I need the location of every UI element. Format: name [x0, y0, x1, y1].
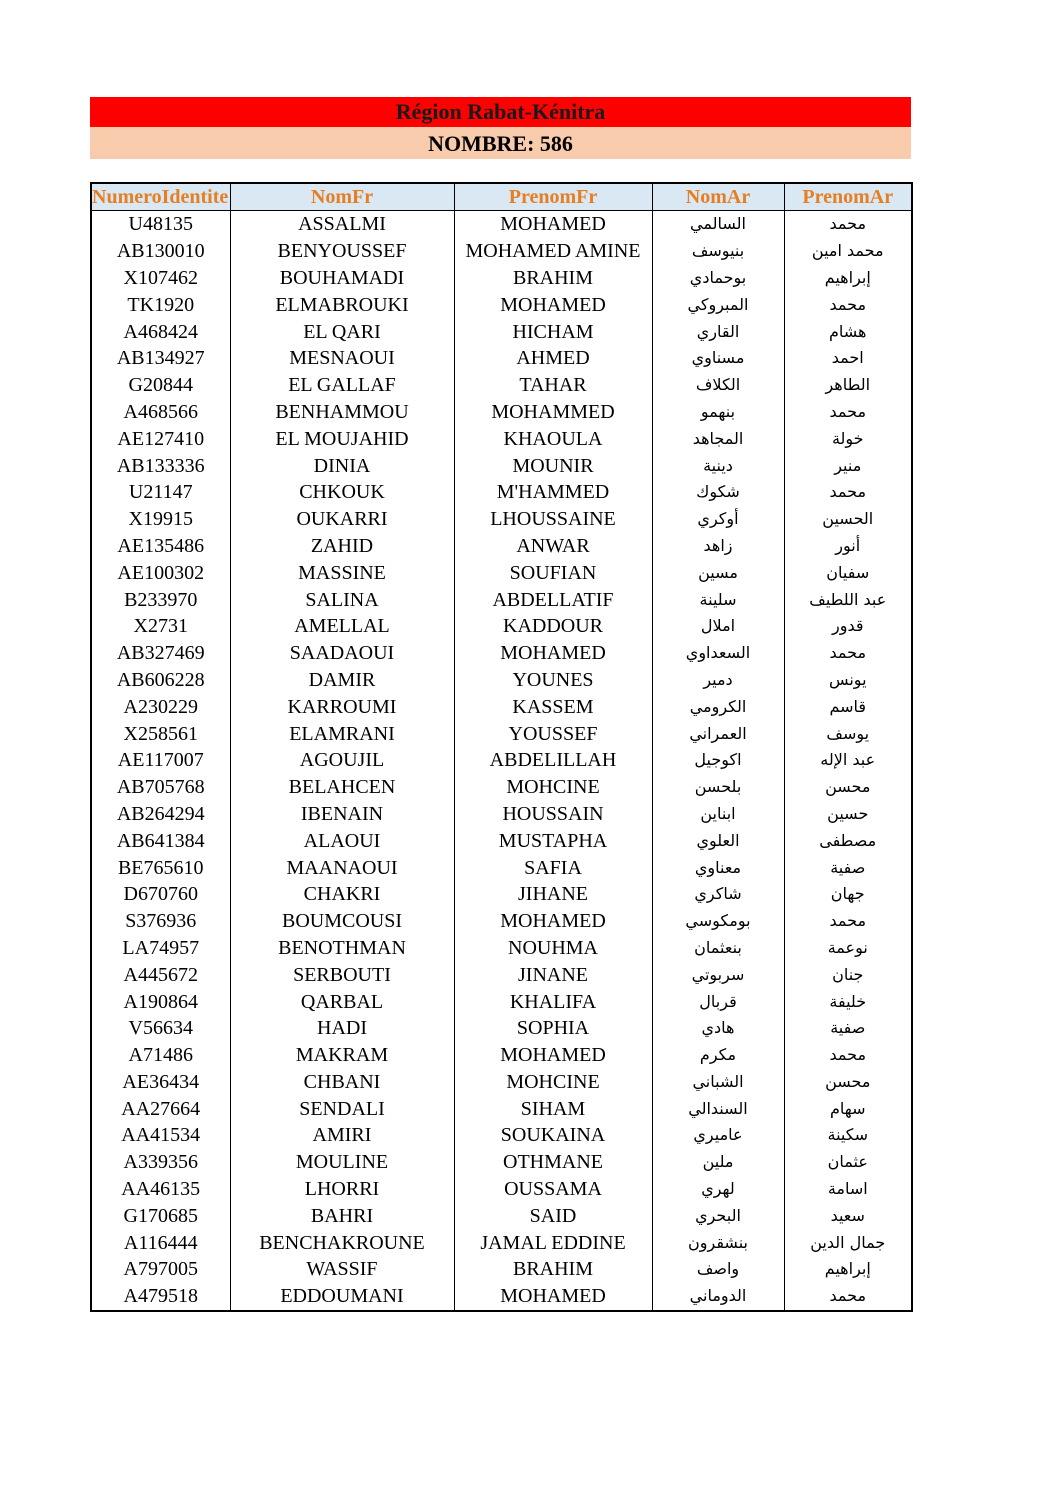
- cell-prenomfr: YOUSSEF: [454, 720, 652, 747]
- table-row: [91, 1283, 912, 1311]
- cell-prenomfr: M'HAMMED: [454, 479, 652, 506]
- cell-nomfr: OUKARRI: [230, 506, 454, 533]
- cell-prenomfr: JAMAL EDDINE: [454, 1229, 652, 1256]
- cell-prenomfr: MOHAMED AMINE: [454, 238, 652, 265]
- cell-nomar: هادي: [652, 1015, 784, 1042]
- cell-prenomar: محمد: [784, 291, 912, 318]
- table-row: [91, 935, 912, 962]
- cell-nomar: السندالي: [652, 1095, 784, 1122]
- cell-nomar: الدوماني: [652, 1283, 784, 1311]
- cell-prenomfr: YOUNES: [454, 667, 652, 694]
- cell-nomar: سلينة: [652, 586, 784, 613]
- cell-nomfr: MAKRAM: [230, 1042, 454, 1069]
- table-row: [91, 1149, 912, 1176]
- cell-nomfr: EL GALLAF: [230, 372, 454, 399]
- table-row: [91, 1069, 912, 1096]
- table-row: [91, 318, 912, 345]
- table-row: [91, 425, 912, 452]
- cell-nomfr: MASSINE: [230, 559, 454, 586]
- cell-nomfr: AGOUJIL: [230, 747, 454, 774]
- cell-numero-identite: AB705768: [91, 774, 230, 801]
- cell-nomar: البحري: [652, 1202, 784, 1229]
- cell-numero-identite: X19915: [91, 506, 230, 533]
- table-row: [91, 640, 912, 667]
- column-header-prenomar: PrenomAr: [784, 183, 912, 211]
- cell-prenomar: محمد: [784, 479, 912, 506]
- cell-numero-identite: A797005: [91, 1256, 230, 1283]
- cell-nomar: مسين: [652, 559, 784, 586]
- cell-prenomfr: JIHANE: [454, 881, 652, 908]
- cell-prenomar: منير: [784, 452, 912, 479]
- cell-prenomar: خولة: [784, 425, 912, 452]
- cell-nomar: املال: [652, 613, 784, 640]
- cell-prenomfr: MOHAMED: [454, 640, 652, 667]
- cell-prenomfr: SAID: [454, 1202, 652, 1229]
- cell-prenomar: جنان: [784, 961, 912, 988]
- cell-prenomfr: NOUHMA: [454, 935, 652, 962]
- cell-prenomar: احمد: [784, 345, 912, 372]
- cell-prenomar: سفيان: [784, 559, 912, 586]
- cell-prenomfr: MOHAMED: [454, 1042, 652, 1069]
- cell-nomfr: AMELLAL: [230, 613, 454, 640]
- cell-numero-identite: A468424: [91, 318, 230, 345]
- cell-prenomar: اسامة: [784, 1176, 912, 1203]
- cell-nomar: شاكري: [652, 881, 784, 908]
- cell-nomar: لهري: [652, 1176, 784, 1203]
- cell-nomar: شكوك: [652, 479, 784, 506]
- cell-prenomfr: BRAHIM: [454, 1256, 652, 1283]
- cell-prenomfr: MOHCINE: [454, 774, 652, 801]
- cell-numero-identite: AE117007: [91, 747, 230, 774]
- cell-prenomar: عبد اللطيف: [784, 586, 912, 613]
- cell-nomar: بنهمو: [652, 399, 784, 426]
- cell-nomfr: SENDALI: [230, 1095, 454, 1122]
- cell-prenomar: عثمان: [784, 1149, 912, 1176]
- cell-prenomfr: MUSTAPHA: [454, 827, 652, 854]
- cell-prenomar: صفية: [784, 854, 912, 881]
- table-row: [91, 1042, 912, 1069]
- cell-numero-identite: AA27664: [91, 1095, 230, 1122]
- cell-nomfr: DINIA: [230, 452, 454, 479]
- cell-nomar: قربال: [652, 988, 784, 1015]
- cell-prenomfr: KHAOULA: [454, 425, 652, 452]
- cell-prenomfr: SOUKAINA: [454, 1122, 652, 1149]
- cell-nomfr: ELAMRANI: [230, 720, 454, 747]
- cell-prenomar: الطاهر: [784, 372, 912, 399]
- table-row: [91, 801, 912, 828]
- region-title: Région Rabat-Kénitra: [90, 97, 911, 127]
- cell-numero-identite: AB133336: [91, 452, 230, 479]
- column-header-nomar: NomAr: [652, 183, 784, 211]
- table-row: [91, 291, 912, 318]
- cell-nomar: بنيوسف: [652, 238, 784, 265]
- cell-prenomfr: SOPHIA: [454, 1015, 652, 1042]
- table-row: [91, 399, 912, 426]
- table-header-row: [91, 183, 912, 211]
- cell-numero-identite: A230229: [91, 693, 230, 720]
- cell-prenomar: محمد: [784, 211, 912, 238]
- cell-numero-identite: X258561: [91, 720, 230, 747]
- cell-prenomar: محسن: [784, 774, 912, 801]
- table-row: [91, 1256, 912, 1283]
- cell-prenomar: صفية: [784, 1015, 912, 1042]
- cell-prenomar: يوسف: [784, 720, 912, 747]
- table-row: [91, 827, 912, 854]
- cell-nomfr: DAMIR: [230, 667, 454, 694]
- cell-nomar: مكرم: [652, 1042, 784, 1069]
- cell-numero-identite: AA41534: [91, 1122, 230, 1149]
- table-row: [91, 613, 912, 640]
- cell-nomfr: EL QARI: [230, 318, 454, 345]
- cell-prenomfr: MOUNIR: [454, 452, 652, 479]
- table-row: [91, 345, 912, 372]
- cell-nomfr: ALAOUI: [230, 827, 454, 854]
- cell-nomfr: CHBANI: [230, 1069, 454, 1096]
- cell-nomar: الكرومي: [652, 693, 784, 720]
- cell-prenomar: هشام: [784, 318, 912, 345]
- cell-numero-identite: AB134927: [91, 345, 230, 372]
- cell-prenomfr: KHALIFA: [454, 988, 652, 1015]
- cell-prenomar: الحسين: [784, 506, 912, 533]
- cell-nomfr: SALINA: [230, 586, 454, 613]
- cell-prenomar: محمد: [784, 908, 912, 935]
- column-header-numero-identite: NumeroIdentite: [91, 183, 230, 211]
- table-row: [91, 559, 912, 586]
- cell-prenomfr: LHOUSSAINE: [454, 506, 652, 533]
- cell-numero-identite: D670760: [91, 881, 230, 908]
- cell-numero-identite: AB130010: [91, 238, 230, 265]
- cell-nomfr: ELMABROUKI: [230, 291, 454, 318]
- cell-nomfr: WASSIF: [230, 1256, 454, 1283]
- cell-numero-identite: X107462: [91, 265, 230, 292]
- table-body: [91, 211, 912, 1311]
- cell-nomar: السعداوي: [652, 640, 784, 667]
- cell-nomar: بنعثمان: [652, 935, 784, 962]
- cell-nomar: بوحمادي: [652, 265, 784, 292]
- table-row: [91, 1095, 912, 1122]
- table-row: [91, 586, 912, 613]
- cell-prenomfr: MOHAMED: [454, 908, 652, 935]
- cell-prenomfr: SIHAM: [454, 1095, 652, 1122]
- table-row: [91, 1202, 912, 1229]
- cell-prenomfr: ABDELILLAH: [454, 747, 652, 774]
- cell-prenomar: عبد الإله: [784, 747, 912, 774]
- cell-prenomfr: ABDELLATIF: [454, 586, 652, 613]
- spreadsheet-page: [90, 97, 911, 1312]
- cell-prenomar: أنور: [784, 533, 912, 560]
- cell-numero-identite: AE100302: [91, 559, 230, 586]
- cell-numero-identite: AE135486: [91, 533, 230, 560]
- table-row: [91, 238, 912, 265]
- cell-nomar: دمير: [652, 667, 784, 694]
- cell-numero-identite: G170685: [91, 1202, 230, 1229]
- column-header-prenomfr: PrenomFr: [454, 183, 652, 211]
- table-row: [91, 908, 912, 935]
- cell-numero-identite: AB641384: [91, 827, 230, 854]
- table-row: [91, 774, 912, 801]
- cell-prenomar: محمد امين: [784, 238, 912, 265]
- cell-prenomar: إبراهيم: [784, 265, 912, 292]
- cell-prenomfr: SOUFIAN: [454, 559, 652, 586]
- cell-nomar: المجاهد: [652, 425, 784, 452]
- cell-nomfr: IBENAIN: [230, 801, 454, 828]
- cell-nomfr: MOULINE: [230, 1149, 454, 1176]
- cell-prenomfr: OUSSAMA: [454, 1176, 652, 1203]
- cell-nomfr: SERBOUTI: [230, 961, 454, 988]
- cell-prenomfr: TAHAR: [454, 372, 652, 399]
- cell-nomfr: BELAHCEN: [230, 774, 454, 801]
- table-row: [91, 720, 912, 747]
- cell-nomar: المبروكي: [652, 291, 784, 318]
- cell-nomfr: BOUHAMADI: [230, 265, 454, 292]
- cell-nomfr: MESNAOUI: [230, 345, 454, 372]
- cell-prenomfr: MOHAMED: [454, 211, 652, 238]
- cell-numero-identite: AB264294: [91, 801, 230, 828]
- cell-numero-identite: A190864: [91, 988, 230, 1015]
- cell-nomar: ابناين: [652, 801, 784, 828]
- cell-prenomar: قاسم: [784, 693, 912, 720]
- cell-prenomar: محسن: [784, 1069, 912, 1096]
- cell-prenomar: حسين: [784, 801, 912, 828]
- table-row: [91, 533, 912, 560]
- table-row: [91, 747, 912, 774]
- cell-nomfr: CHKOUK: [230, 479, 454, 506]
- table-row: [91, 452, 912, 479]
- cell-nomar: ملين: [652, 1149, 784, 1176]
- cell-nomar: العمراني: [652, 720, 784, 747]
- cell-numero-identite: A445672: [91, 961, 230, 988]
- spacer: [90, 159, 911, 182]
- cell-prenomar: سعيد: [784, 1202, 912, 1229]
- table-row: [91, 265, 912, 292]
- cell-numero-identite: A116444: [91, 1229, 230, 1256]
- cell-prenomar: قدور: [784, 613, 912, 640]
- candidates-table: [90, 182, 913, 1312]
- cell-nomar: العلوي: [652, 827, 784, 854]
- cell-prenomfr: MOHAMED: [454, 1283, 652, 1311]
- cell-prenomfr: MOHAMMED: [454, 399, 652, 426]
- cell-nomar: الكلاف: [652, 372, 784, 399]
- cell-numero-identite: G20844: [91, 372, 230, 399]
- cell-nomar: بنشقرون: [652, 1229, 784, 1256]
- cell-prenomar: جمال الدين: [784, 1229, 912, 1256]
- cell-numero-identite: AA46135: [91, 1176, 230, 1203]
- cell-nomar: واصف: [652, 1256, 784, 1283]
- cell-nomar: القاري: [652, 318, 784, 345]
- cell-numero-identite: X2731: [91, 613, 230, 640]
- count-label: NOMBRE: 586: [90, 127, 911, 159]
- cell-nomfr: CHAKRI: [230, 881, 454, 908]
- cell-prenomar: محمد: [784, 1283, 912, 1311]
- table-row: [91, 372, 912, 399]
- cell-prenomfr: AHMED: [454, 345, 652, 372]
- cell-prenomar: نوعمة: [784, 935, 912, 962]
- cell-prenomar: خليفة: [784, 988, 912, 1015]
- cell-numero-identite: TK1920: [91, 291, 230, 318]
- cell-numero-identite: A479518: [91, 1283, 230, 1311]
- table-row: [91, 988, 912, 1015]
- cell-nomar: معناوي: [652, 854, 784, 881]
- cell-numero-identite: AB606228: [91, 667, 230, 694]
- cell-nomar: سربوتي: [652, 961, 784, 988]
- cell-prenomar: سهام: [784, 1095, 912, 1122]
- cell-numero-identite: AE36434: [91, 1069, 230, 1096]
- cell-numero-identite: AE127410: [91, 425, 230, 452]
- cell-prenomfr: MOHCINE: [454, 1069, 652, 1096]
- cell-prenomar: جهان: [784, 881, 912, 908]
- cell-prenomfr: ANWAR: [454, 533, 652, 560]
- table-row: [91, 479, 912, 506]
- cell-prenomfr: OTHMANE: [454, 1149, 652, 1176]
- cell-prenomfr: SAFIA: [454, 854, 652, 881]
- cell-numero-identite: A71486: [91, 1042, 230, 1069]
- table-row: [91, 881, 912, 908]
- cell-prenomar: محمد: [784, 1042, 912, 1069]
- cell-nomfr: BAHRI: [230, 1202, 454, 1229]
- cell-nomar: السالمي: [652, 211, 784, 238]
- cell-prenomar: محمد: [784, 640, 912, 667]
- table-row: [91, 211, 912, 238]
- cell-nomfr: EL MOUJAHID: [230, 425, 454, 452]
- cell-nomfr: MAANAOUI: [230, 854, 454, 881]
- cell-nomar: بومكوسي: [652, 908, 784, 935]
- table-row: [91, 1229, 912, 1256]
- cell-prenomfr: KASSEM: [454, 693, 652, 720]
- cell-numero-identite: S376936: [91, 908, 230, 935]
- cell-prenomar: مصطفى: [784, 827, 912, 854]
- column-header-nomfr: NomFr: [230, 183, 454, 211]
- cell-prenomfr: KADDOUR: [454, 613, 652, 640]
- cell-nomfr: EDDOUMANI: [230, 1283, 454, 1311]
- cell-numero-identite: V56634: [91, 1015, 230, 1042]
- cell-nomfr: KARROUMI: [230, 693, 454, 720]
- cell-nomar: دينية: [652, 452, 784, 479]
- cell-nomfr: ASSALMI: [230, 211, 454, 238]
- cell-nomar: أوكري: [652, 506, 784, 533]
- cell-nomfr: ZAHID: [230, 533, 454, 560]
- cell-numero-identite: A468566: [91, 399, 230, 426]
- cell-numero-identite: U21147: [91, 479, 230, 506]
- cell-numero-identite: B233970: [91, 586, 230, 613]
- cell-nomfr: BENYOUSSEF: [230, 238, 454, 265]
- cell-nomfr: AMIRI: [230, 1122, 454, 1149]
- cell-numero-identite: LA74957: [91, 935, 230, 962]
- cell-nomfr: QARBAL: [230, 988, 454, 1015]
- cell-nomar: اكوجيل: [652, 747, 784, 774]
- cell-nomfr: HADI: [230, 1015, 454, 1042]
- cell-prenomar: سكينة: [784, 1122, 912, 1149]
- table-row: [91, 667, 912, 694]
- cell-nomfr: BENHAMMOU: [230, 399, 454, 426]
- table-row: [91, 1176, 912, 1203]
- cell-prenomar: يونس: [784, 667, 912, 694]
- cell-nomar: بلحسن: [652, 774, 784, 801]
- cell-nomar: مسناوي: [652, 345, 784, 372]
- cell-prenomfr: MOHAMED: [454, 291, 652, 318]
- table-row: [91, 693, 912, 720]
- cell-nomfr: BOUMCOUSI: [230, 908, 454, 935]
- cell-prenomfr: HICHAM: [454, 318, 652, 345]
- cell-nomar: الشباني: [652, 1069, 784, 1096]
- cell-prenomar: إبراهيم: [784, 1256, 912, 1283]
- cell-nomfr: BENOTHMAN: [230, 935, 454, 962]
- cell-nomfr: LHORRI: [230, 1176, 454, 1203]
- table-row: [91, 1015, 912, 1042]
- cell-prenomfr: HOUSSAIN: [454, 801, 652, 828]
- table-row: [91, 1122, 912, 1149]
- cell-prenomar: محمد: [784, 399, 912, 426]
- cell-numero-identite: U48135: [91, 211, 230, 238]
- table-row: [91, 854, 912, 881]
- table-row: [91, 961, 912, 988]
- table-row: [91, 506, 912, 533]
- cell-nomar: عاميري: [652, 1122, 784, 1149]
- cell-nomar: زاهد: [652, 533, 784, 560]
- cell-numero-identite: A339356: [91, 1149, 230, 1176]
- cell-prenomfr: BRAHIM: [454, 265, 652, 292]
- cell-prenomfr: JINANE: [454, 961, 652, 988]
- cell-nomfr: SAADAOUI: [230, 640, 454, 667]
- cell-numero-identite: BE765610: [91, 854, 230, 881]
- cell-nomfr: BENCHAKROUNE: [230, 1229, 454, 1256]
- cell-numero-identite: AB327469: [91, 640, 230, 667]
